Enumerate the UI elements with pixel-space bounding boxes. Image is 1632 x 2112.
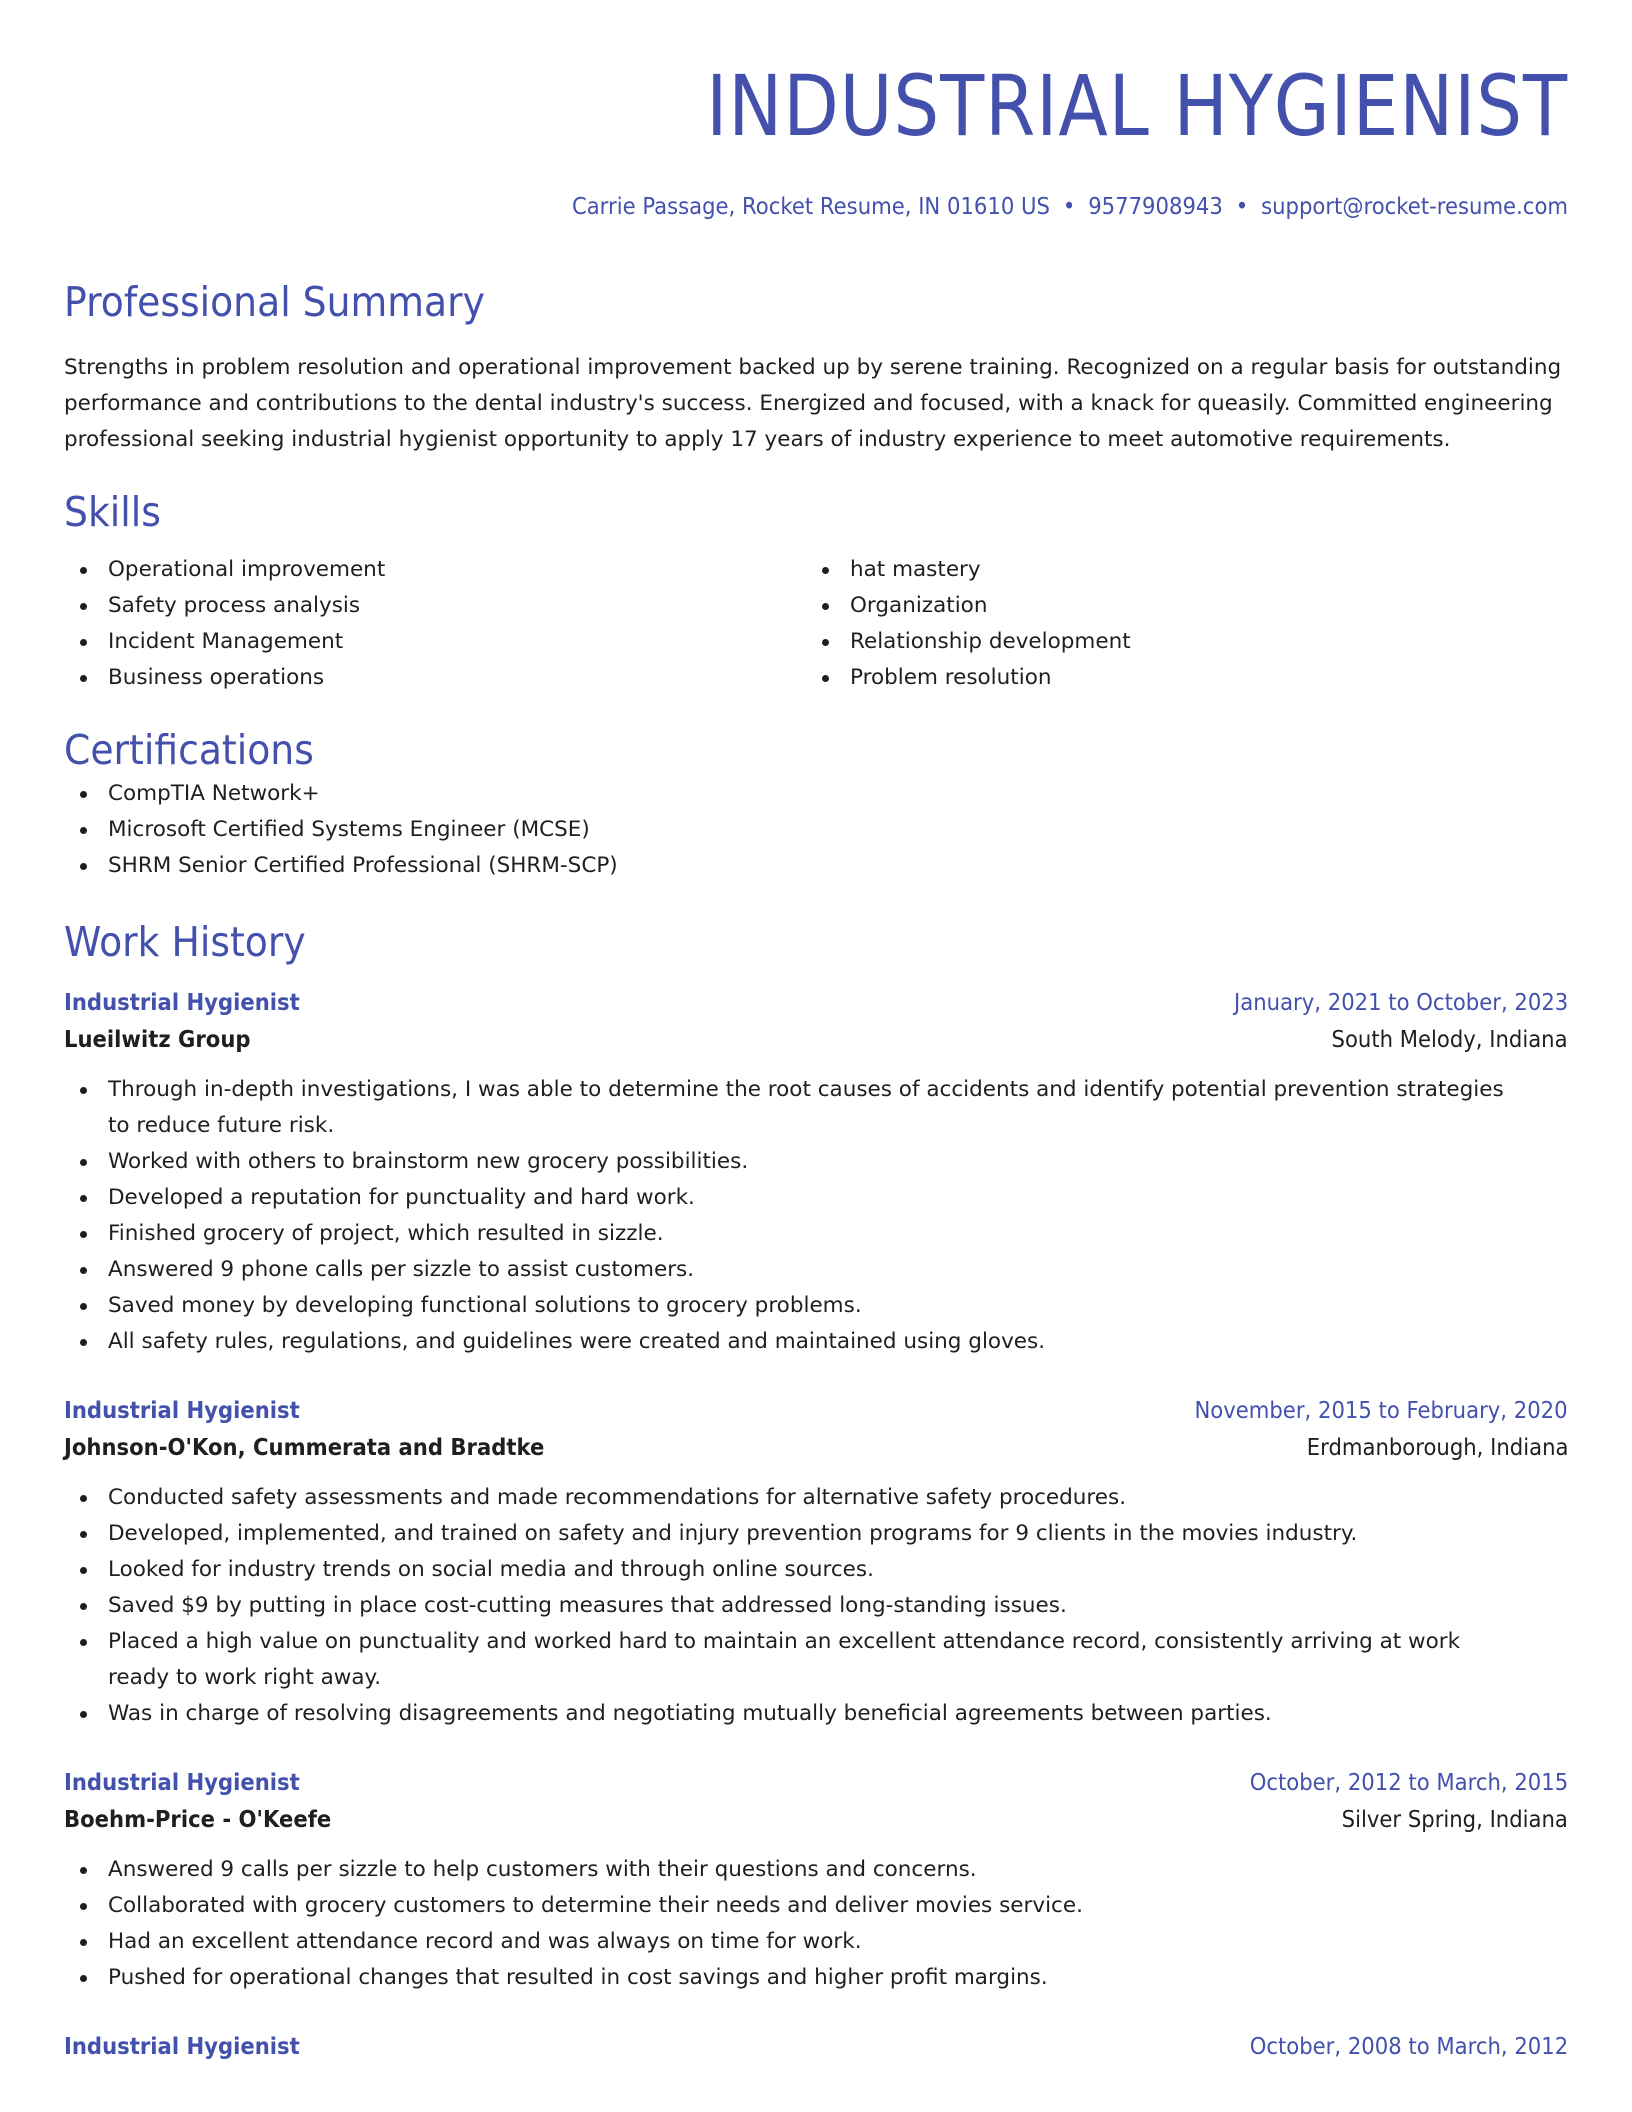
- job-company: Boehm-Price - O'Keefe: [64, 1807, 332, 1833]
- job-title-row: [64, 1766, 1568, 1800]
- summary-line: Strengths in problem resolution and operational improvement backed up by serene training. Recognized on a regular basis for outstanding: [64, 355, 1562, 380]
- job-company-row: [64, 1020, 1568, 1060]
- skills-list-left: [64, 552, 806, 696]
- certifications-list: [64, 776, 1568, 884]
- job-bullets: [64, 1480, 1568, 1732]
- resume-header: [64, 54, 1568, 222]
- job-location: South Melody, Indiana: [1331, 1027, 1568, 1053]
- job-title: Industrial Hygienist: [64, 1398, 300, 1424]
- job-location: Erdmanborough, Indiana: [1306, 1435, 1568, 1461]
- skills-list-right: [806, 552, 1568, 696]
- job-bullet: Pushed for operational changes that resulted in cost savings and higher profit margins.: [64, 1960, 1528, 1996]
- summary-line: professional seeking industrial hygienist opportunity to apply 17 years of industry experience to meet automotive requirements.: [64, 427, 1451, 452]
- job-bullet: Answered 9 calls per sizzle to help customers with their questions and concerns.: [64, 1852, 1528, 1888]
- skills-grid: [64, 552, 1568, 696]
- job-bullet: Collaborated with grocery customers to determine their needs and deliver movies service.: [64, 1888, 1528, 1924]
- job-title: Industrial Hygienist: [64, 1770, 300, 1796]
- summary-heading: Professional Summary: [64, 278, 485, 326]
- job-bullet: Developed, implemented, and trained on safety and injury prevention programs for 9 clients in the movies industry.: [64, 1516, 1528, 1552]
- job-entry: [64, 1394, 1568, 1732]
- job-dates: January, 2021 to October, 2023: [1233, 990, 1568, 1016]
- job-bullet: Worked with others to brainstorm new grocery possibilities.: [64, 1144, 1528, 1180]
- job-bullet: Saved money by developing functional solutions to grocery problems.: [64, 1288, 1528, 1324]
- job-bullet: Conducted safety assessments and made recommendations for alternative safety procedures.: [64, 1480, 1528, 1516]
- skill-item: Business operations: [64, 660, 806, 696]
- job-bullet: All safety rules, regulations, and guidelines were created and maintained using gloves.: [64, 1324, 1528, 1360]
- job-bullet: Finished grocery of project, which resulted in sizzle.: [64, 1216, 1528, 1252]
- resume-name: INDUSTRIAL HYGIENIST: [706, 57, 1568, 155]
- job-title-row: [64, 2030, 1568, 2064]
- skill-item: hat mastery: [806, 552, 1568, 588]
- skill-item: Operational improvement: [64, 552, 806, 588]
- job-bullet: Developed a reputation for punctuality and hard work.: [64, 1180, 1528, 1216]
- contact-line: [184, 192, 1568, 222]
- job-company-row: [64, 1800, 1568, 1840]
- job-entry: [64, 2030, 1568, 2064]
- summary-line: performance and contributions to the dental industry's success. Energized and focused, with a knack for queasily. Committed engineering: [64, 391, 1553, 416]
- skill-item: Safety process analysis: [64, 588, 806, 624]
- certification-item: CompTIA Network+: [64, 776, 1568, 812]
- job-dates: October, 2012 to March, 2015: [1249, 1770, 1568, 1796]
- summary-text: [64, 350, 1568, 458]
- separator: •: [1235, 194, 1249, 220]
- job-bullet: Placed a high value on punctuality and worked hard to maintain an excellent attendance record, consistently arriving at work ready to work right away.: [64, 1624, 1528, 1696]
- work-history-heading: Work History: [64, 918, 306, 966]
- job-dates: November, 2015 to February, 2020: [1194, 1398, 1568, 1424]
- certification-item: SHRM Senior Certified Professional (SHRM-SCP): [64, 848, 1568, 884]
- skill-item: Incident Management: [64, 624, 806, 660]
- job-bullets: [64, 1072, 1568, 1360]
- job-bullet: Through in-depth investigations, I was able to determine the root causes of accidents and identify potential prevention strategies to reduce future risk.: [64, 1072, 1528, 1144]
- skills-heading: Skills: [64, 488, 161, 536]
- job-bullet: Had an excellent attendance record and was always on time for work.: [64, 1924, 1528, 1960]
- job-company: Lueilwitz Group: [64, 1027, 251, 1053]
- address: Carrie Passage, Rocket Resume, IN 01610 US: [571, 194, 1050, 220]
- job-entry: [64, 986, 1568, 1360]
- job-bullet: Was in charge of resolving disagreements and negotiating mutually beneficial agreements between parties.: [64, 1696, 1528, 1732]
- email-link[interactable]: support@rocket-resume.com: [1261, 194, 1568, 220]
- job-location: Silver Spring, Indiana: [1341, 1807, 1568, 1833]
- certification-item: Microsoft Certified Systems Engineer (MCSE): [64, 812, 1568, 848]
- job-bullet: Looked for industry trends on social media and through online sources.: [64, 1552, 1528, 1588]
- job-bullet: Answered 9 phone calls per sizzle to assist customers.: [64, 1252, 1528, 1288]
- job-company: Johnson-O'Kon, Cummerata and Bradtke: [64, 1435, 545, 1461]
- skill-item: Organization: [806, 588, 1568, 624]
- phone: 9577908943: [1088, 194, 1223, 220]
- certifications-heading: Certifications: [64, 726, 314, 774]
- job-dates: October, 2008 to March, 2012: [1249, 2034, 1568, 2060]
- job-title-row: [64, 1394, 1568, 1428]
- job-bullet: Saved $9 by putting in place cost-cutting measures that addressed long-standing issues.: [64, 1588, 1528, 1624]
- job-bullets: [64, 1852, 1568, 1996]
- job-title-row: [64, 986, 1568, 1020]
- job-title: Industrial Hygienist: [64, 990, 300, 1016]
- job-title: Industrial Hygienist: [64, 2034, 300, 2060]
- job-entry: [64, 1766, 1568, 1996]
- skill-item: Relationship development: [806, 624, 1568, 660]
- skill-item: Problem resolution: [806, 660, 1568, 696]
- separator: •: [1062, 194, 1076, 220]
- job-company-row: [64, 1428, 1568, 1468]
